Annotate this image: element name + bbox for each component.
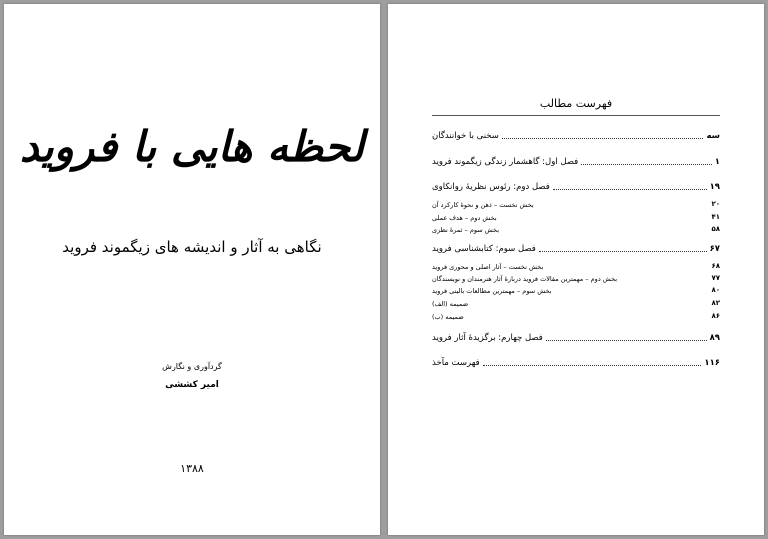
toc-entry-title: بخش دوم – هدف عملی xyxy=(432,213,497,222)
toc-entry-page-number: ۸۹ xyxy=(709,333,720,343)
toc-page xyxy=(388,4,764,535)
toc-entry-title: فصل اول: گاهشمار زندگی زیگموند فروید xyxy=(432,157,579,167)
toc-heading: فهرست مطالب xyxy=(432,97,720,116)
toc-section-entry xyxy=(432,275,720,282)
toc-entry-page-number: ۶۷ xyxy=(709,244,720,254)
toc-entry-title: فهرست مآخذ xyxy=(432,358,480,368)
toc-entry-page-number: ۱۹ xyxy=(709,182,720,192)
author-name: امیر کششی xyxy=(165,380,219,390)
toc-entry-page-number: ۱۱۶ xyxy=(704,358,720,368)
toc-entry-page-number: ۸۲ xyxy=(711,299,720,307)
toc-entry-title: بخش سوم – ثمرۀ نظری xyxy=(432,225,500,234)
toc-section-entry xyxy=(432,313,720,320)
toc-section-entry xyxy=(432,226,720,233)
toc-chapter-entry xyxy=(432,245,720,254)
toc-entry-title: فصل دوم: رئوس نظریۀ روانکاوی xyxy=(432,182,550,192)
toc-chapter-entry xyxy=(432,183,720,192)
toc-chapter-entry xyxy=(432,334,720,343)
toc-entry-title: ضمیمه (الف) xyxy=(432,299,469,308)
toc-entry-page-number: سه xyxy=(706,131,720,141)
toc-section-entry xyxy=(432,287,720,294)
toc-entry-title: بخش دوم – مهمترین مقالات فروید دربارۀ آثار هنرمندان و نویسندگان xyxy=(432,274,618,283)
toc-entry-title: سخنی با خوانندگان xyxy=(432,131,499,141)
toc-chapter-entry xyxy=(432,359,720,368)
toc-chapter-entry xyxy=(432,158,720,167)
toc-entry-page-number: ۲۰ xyxy=(711,200,720,208)
toc-dot-leader xyxy=(502,138,704,139)
toc-dot-leader xyxy=(546,340,707,341)
toc-entry-title: فصل چهارم: برگزیدۀ آثار فروید xyxy=(432,333,543,343)
toc-entry-page-number: ۵۸ xyxy=(711,225,720,233)
publication-year: ۱۳۸۸ xyxy=(180,462,204,475)
toc-entry-page-number: ۶۸ xyxy=(711,262,720,270)
toc-entry-title: فصل سوم: کتابشناسی فروید xyxy=(432,244,536,254)
toc-dot-leader xyxy=(581,164,712,165)
toc-chapter-entry xyxy=(432,132,720,141)
toc-entry-title: بخش نخست – ذهن و نحوۀ کارکرد آن xyxy=(432,200,534,209)
toc-dot-leader xyxy=(553,189,707,190)
toc-section-entry xyxy=(432,214,720,221)
toc-dot-leader xyxy=(539,251,707,252)
toc-entry-page-number: ۴۱ xyxy=(711,213,720,221)
toc-entry-page-number: ۸۰ xyxy=(711,286,720,294)
toc-entry-page-number: ۸۶ xyxy=(711,312,720,320)
toc-entry-title: بخش سوم – مهمترین مطالعات بالینی فروید xyxy=(432,286,552,295)
toc-entry-title: بخش نخست – آثار اصلی و محوری فروید xyxy=(432,262,544,271)
author-label: گردآوری و نگارش xyxy=(162,362,222,371)
toc-section-entry xyxy=(432,263,720,270)
book-title: لحظه هایی با فروید xyxy=(19,122,365,171)
book-subtitle: نگاهی به آثار و اندیشه های زیگموند فروید xyxy=(62,238,322,256)
toc-dot-leader xyxy=(483,365,702,366)
toc-section-entry xyxy=(432,201,720,208)
toc-entry-title: ضمیمه (ب) xyxy=(432,312,464,321)
toc-entry-page-number: ۱ xyxy=(714,157,720,167)
toc-section-entry xyxy=(432,300,720,307)
title-page xyxy=(4,4,380,535)
toc-entry-page-number: ۷۷ xyxy=(711,274,720,282)
